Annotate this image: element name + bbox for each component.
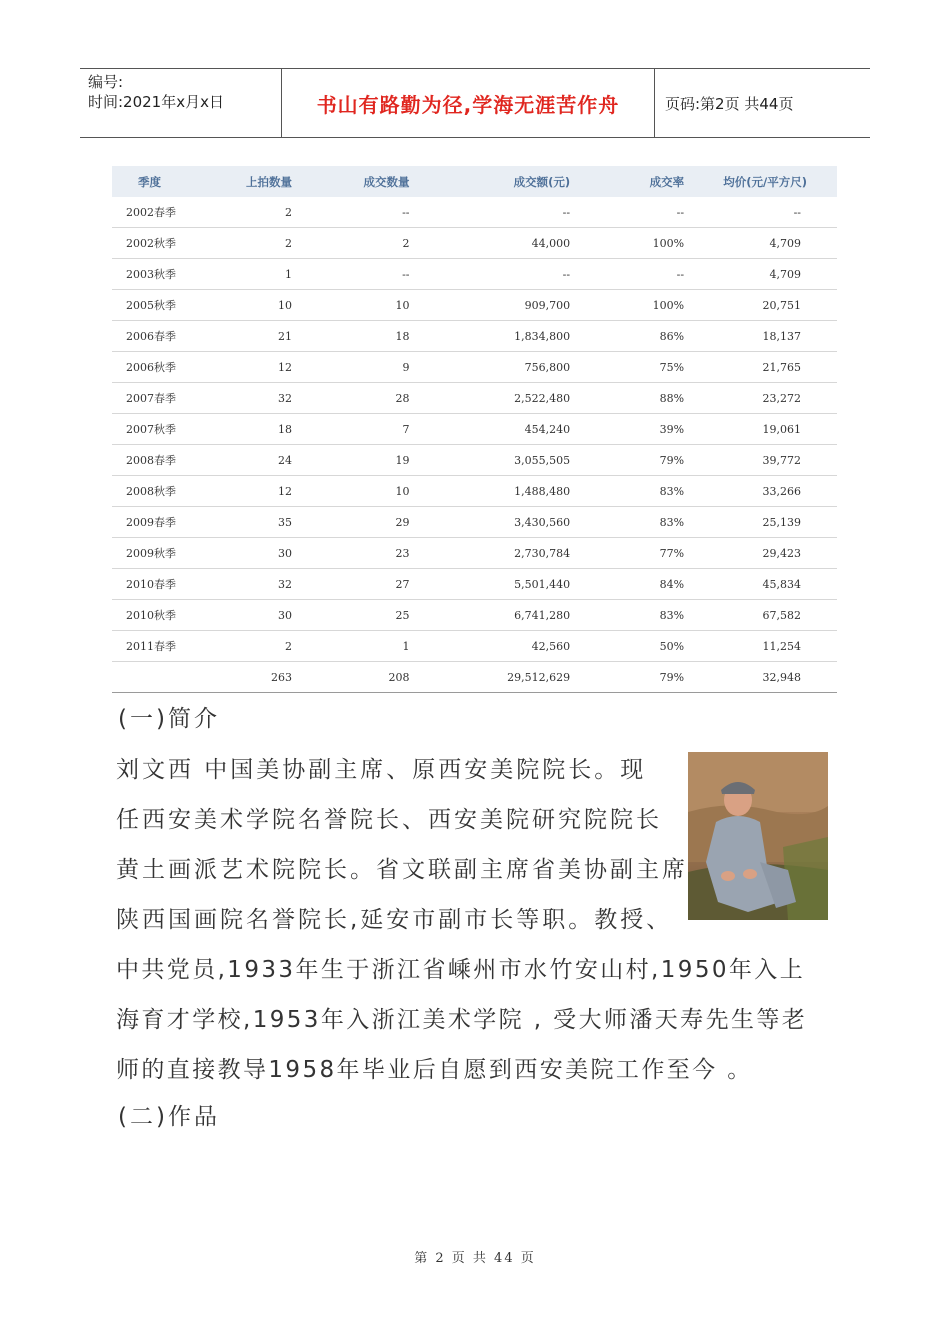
table-cell: 29 — [302, 507, 420, 538]
table-cell: -- — [420, 197, 581, 228]
header-motto: 书山有路勤为径,学海无涯苦作舟 — [282, 69, 655, 137]
table-row — [112, 197, 837, 228]
table-cell: 5,501,440 — [420, 569, 581, 600]
table-cell: 88% — [580, 383, 690, 414]
table-row — [112, 445, 837, 476]
table-cell: 6,741,280 — [420, 600, 581, 631]
table-cell: 10 — [182, 290, 302, 321]
table-cell: 100% — [580, 290, 690, 321]
table-cell: 30 — [182, 600, 302, 631]
table-cell: 28 — [302, 383, 420, 414]
table-cell: 3,055,505 — [420, 445, 581, 476]
table-cell: 50% — [580, 631, 690, 662]
table-cell: 19 — [302, 445, 420, 476]
table-cell: 67,582 — [690, 600, 837, 631]
table-cell: 86% — [580, 321, 690, 352]
intro-line: 陕西国画院名誉院长,延安市副市长等职。教授、 — [116, 907, 673, 933]
table-cell: 2009秋季 — [112, 538, 182, 569]
table-cell: 79% — [580, 445, 690, 476]
table-cell: 2007春季 — [112, 383, 182, 414]
table-cell: 2008春季 — [112, 445, 182, 476]
table-cell: 18,137 — [690, 321, 837, 352]
time-label: 时间:2021年x月x日 — [88, 93, 224, 111]
table-cell: 2003秋季 — [112, 259, 182, 290]
table-cell: 21 — [182, 321, 302, 352]
table-cell: 4,709 — [690, 228, 837, 259]
artist-portrait-photo — [688, 752, 828, 920]
table-cell: 25,139 — [690, 507, 837, 538]
portrait-drawing — [688, 752, 828, 920]
page-header — [80, 68, 870, 138]
table-cell: 3,430,560 — [420, 507, 581, 538]
table-cell: 83% — [580, 507, 690, 538]
table-cell: 1,488,480 — [420, 476, 581, 507]
table-cell: 2 — [182, 631, 302, 662]
intro-line: 黄土画派艺术院院长。省文联副主席省美协副主席 — [116, 857, 688, 883]
table-row — [112, 228, 837, 259]
table-cell: 35 — [182, 507, 302, 538]
table-cell — [112, 662, 182, 693]
table-cell: 4,709 — [690, 259, 837, 290]
header-meta — [80, 69, 282, 137]
table-cell: 39,772 — [690, 445, 837, 476]
table-row — [112, 600, 837, 631]
table-cell: 263 — [182, 662, 302, 693]
table-cell: 32 — [182, 383, 302, 414]
table-cell: 29,512,629 — [420, 662, 581, 693]
table-cell: 27 — [302, 569, 420, 600]
table-row — [112, 631, 837, 662]
table-cell: 454,240 — [420, 414, 581, 445]
table-cell: 18 — [302, 321, 420, 352]
col-header: 均价(元/平方尺) — [690, 166, 837, 197]
table-cell: -- — [580, 259, 690, 290]
table-cell: 19,061 — [690, 414, 837, 445]
col-header: 成交数量 — [302, 166, 420, 197]
table-cell: 12 — [182, 352, 302, 383]
table-row — [112, 662, 837, 693]
table-cell: 23,272 — [690, 383, 837, 414]
table-row — [112, 321, 837, 352]
table-cell: 29,423 — [690, 538, 837, 569]
table-cell: 2 — [182, 197, 302, 228]
table-cell: -- — [420, 259, 581, 290]
table-header-row — [112, 166, 837, 197]
intro-line: 中共党员,1933年生于浙江省嵊州市水竹安山村,1950年入上 — [116, 957, 806, 983]
table-row — [112, 414, 837, 445]
page-footer: 第 2 页 共 44 页 — [414, 1251, 536, 1266]
table-cell: 30 — [182, 538, 302, 569]
number-label: 编号: — [88, 73, 124, 91]
table-cell: 2005秋季 — [112, 290, 182, 321]
table-cell: 2 — [182, 228, 302, 259]
table-cell: 2,730,784 — [420, 538, 581, 569]
col-header: 成交额(元) — [420, 166, 581, 197]
table-cell: 42,560 — [420, 631, 581, 662]
section-title-intro: (一)简介 — [118, 706, 220, 732]
table-cell: 44,000 — [420, 228, 581, 259]
table-cell: 23 — [302, 538, 420, 569]
table-cell: 32 — [182, 569, 302, 600]
table-cell: 21,765 — [690, 352, 837, 383]
table-cell: 100% — [580, 228, 690, 259]
table-cell: 909,700 — [420, 290, 581, 321]
table-cell: 39% — [580, 414, 690, 445]
table-row — [112, 383, 837, 414]
header-page-info: 页码:第2页 共44页 — [665, 94, 794, 113]
table-cell: 2010春季 — [112, 569, 182, 600]
table-cell: -- — [302, 259, 420, 290]
intro-line: 刘文西 中国美协副主席、原西安美院院长。现 — [116, 757, 647, 783]
table-row — [112, 476, 837, 507]
table-cell: 2,522,480 — [420, 383, 581, 414]
table-cell: 2 — [302, 228, 420, 259]
table-cell: 10 — [302, 290, 420, 321]
table-cell: 83% — [580, 476, 690, 507]
table-cell: 84% — [580, 569, 690, 600]
table-cell: 9 — [302, 352, 420, 383]
table-row — [112, 290, 837, 321]
table-cell: 77% — [580, 538, 690, 569]
table-cell: 33,266 — [690, 476, 837, 507]
table-cell: 2006秋季 — [112, 352, 182, 383]
table-cell: 1,834,800 — [420, 321, 581, 352]
table-cell: 24 — [182, 445, 302, 476]
col-header: 季度 — [112, 166, 182, 197]
table-cell: 32,948 — [690, 662, 837, 693]
table-cell: 2006春季 — [112, 321, 182, 352]
table-cell: 18 — [182, 414, 302, 445]
col-header: 成交率 — [580, 166, 690, 197]
intro-line: 师的直接教导1958年毕业后自愿到西安美院工作至今 。 — [116, 1057, 753, 1083]
table-row — [112, 259, 837, 290]
table-cell: 2002秋季 — [112, 228, 182, 259]
table-cell: 45,834 — [690, 569, 837, 600]
col-header: 上拍数量 — [182, 166, 302, 197]
table-cell: 208 — [302, 662, 420, 693]
table-cell: 20,751 — [690, 290, 837, 321]
auction-table — [112, 166, 837, 693]
table-cell: 83% — [580, 600, 690, 631]
table-cell: 2007秋季 — [112, 414, 182, 445]
section-title-works: (二)作品 — [118, 1104, 220, 1130]
table-row — [112, 507, 837, 538]
table-row — [112, 538, 837, 569]
intro-line: 任西安美术学院名誉院长、西安美院研究院院长 — [116, 807, 662, 833]
table-row — [112, 352, 837, 383]
table-cell: 2011春季 — [112, 631, 182, 662]
table-cell: 79% — [580, 662, 690, 693]
table-cell: 75% — [580, 352, 690, 383]
table-cell: 7 — [302, 414, 420, 445]
table-cell: 1 — [302, 631, 420, 662]
table-cell: -- — [580, 197, 690, 228]
table-cell: 2010秋季 — [112, 600, 182, 631]
table-cell: -- — [302, 197, 420, 228]
table-cell: 11,254 — [690, 631, 837, 662]
table-cell: 10 — [302, 476, 420, 507]
table-cell: 2002春季 — [112, 197, 182, 228]
intro-line: 海育才学校,1953年入浙江美术学院 , 受大师潘天寿先生等老 — [116, 1007, 808, 1033]
table-cell: 756,800 — [420, 352, 581, 383]
table-cell: -- — [690, 197, 837, 228]
table-cell: 12 — [182, 476, 302, 507]
table-row — [112, 569, 837, 600]
table-cell: 25 — [302, 600, 420, 631]
table-cell: 2008秋季 — [112, 476, 182, 507]
table-cell: 1 — [182, 259, 302, 290]
table-cell: 2009春季 — [112, 507, 182, 538]
